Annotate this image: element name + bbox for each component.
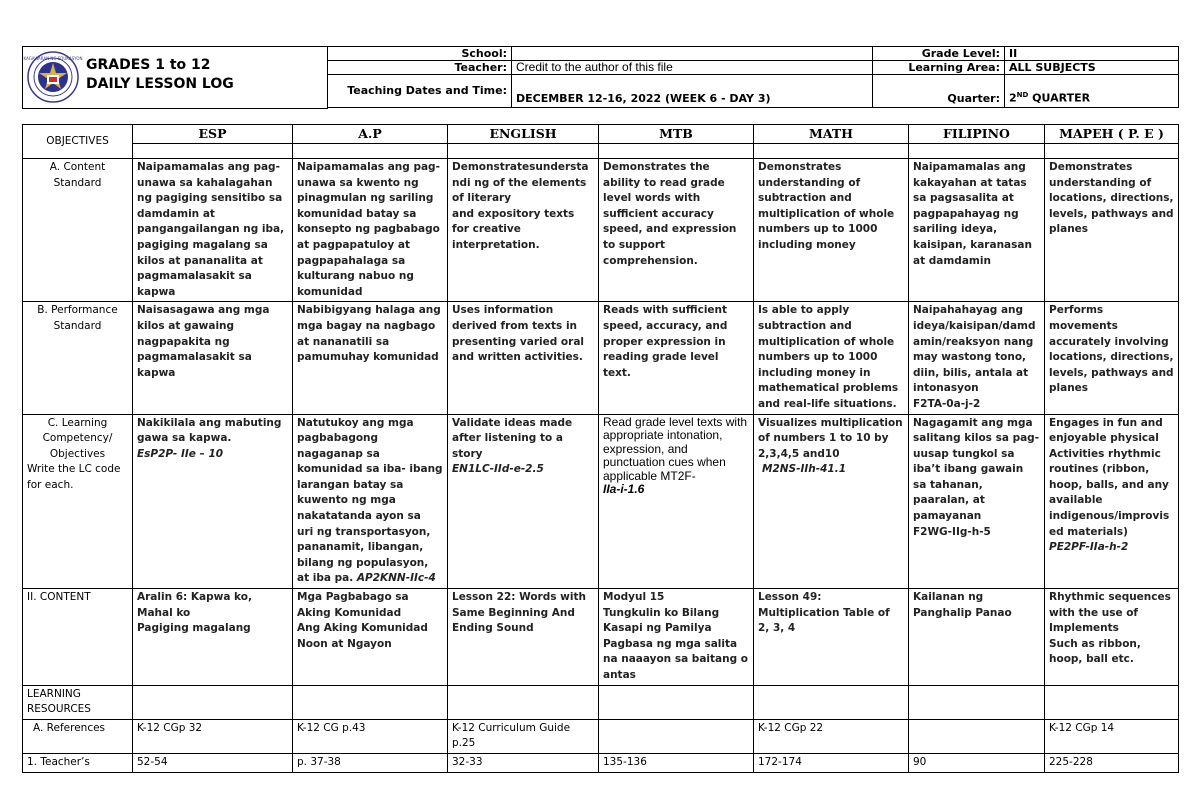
tg-mapeh: 225-228 [1045,753,1179,772]
ps-ap: Nabibigyang halaga ang mga bagay na nagbago at nananatili sa pamumuhay komunidad [293,302,448,414]
competency-row [23,414,1179,589]
lc-english-code: EN1LC-IId-e-2.5 [452,463,544,476]
ps-filipino-code: F2TA-0a-j-2 [913,397,981,410]
lc-math-code: M2NS-IIh-41.1 [762,463,847,476]
learning-area-label: Learning Area: [873,61,1005,75]
quarter-label: Quarter: [873,75,1005,108]
cs-mtb: Demonstrates the ability to read grade level words with sufficient accuracy speed, and expression to support comprehension. [599,159,754,302]
content-mtb: Modyul 15 Tungkulin ko Bilang Kasapi ng Pamilya Pagbasa ng mga salita na naaayon sa baitang o antas [599,589,754,686]
info-table [327,46,1179,108]
ref-mapeh: K-12 CGp 14 [1045,719,1179,753]
deped-seal-icon [23,51,83,103]
lc-ap: Natutukoy ang mga pagbabagong nagaganap sa komunidad sa iba- ibang larangan batay sa kuwento ng mga nakatatanda ayon sa uri ng transportasyon, pananamit, libangan, bilang ng populasyon, at iba pa. AP2KNN-IIc-4 [293,414,448,589]
school-value [512,47,873,61]
ref-mtb [599,719,754,753]
quarter-value: 2ND QUARTER [1005,75,1179,108]
content-math: Lesson 49: Multiplication Table of 2, 3, 4 [754,589,909,686]
ref-esp: K-12 CGp 32 [133,719,293,753]
cs-ap: Naipamamalas ang pag-unawa sa kwento ng pinagmulan ng sariling komunidad batay sa konsepto ng pagbabago at pagpapatuloy at pagpapahalaga sa kulturang nabuo ng komunidad [293,159,448,302]
content-filipino: Kailanan ng Panghalip Panao [909,589,1045,686]
ref-english: K-12 Curriculum Guide p.25 [448,719,599,753]
tg-english: 32-33 [448,753,599,772]
content-esp: Aralin 6: Kapwa ko, Mahal ko Pagiging magalang [133,589,293,686]
performance-standard-row [23,302,1179,414]
cs-math: Demonstrates understanding of subtraction and multiplication of whole numbers up to 1000 including money [754,159,909,302]
ps-math: Is able to apply subtraction and multiplication of whole numbers up to 1000 including money in mathematical problems and real-life situations. [754,302,909,414]
log-title-line1: GRADES 1 to 12 [86,57,211,73]
teaching-dates-value: DECEMBER 12-16, 2022 (WEEK 6 - DAY 3) [512,75,873,108]
references-row [23,719,1179,753]
log-title-line2: DAILY LESSON LOG [86,76,234,92]
tg-ap: p. 37-38 [293,753,448,772]
subject-math: MATH [754,125,909,144]
objectives-label: OBJECTIVES [23,125,133,159]
header [22,46,1178,109]
lc-esp: Nakikilala ang mabuting gawa sa kapwa. EsP2P- IIe – 10 [133,414,293,589]
lc-mapeh-code: PE2PF-IIa-h-2 [1049,541,1129,554]
content-row [23,589,1179,686]
learning-resources-label: LEARNING RESOURCES [23,685,133,719]
tg-mtb: 135-136 [599,753,754,772]
subject-esp: ESP [133,125,293,144]
content-standard-label: A. Content Standard [23,159,133,302]
lc-esp-code: EsP2P- IIe – 10 [137,447,224,460]
subject-ap: A.P [293,125,448,144]
ref-filipino [909,719,1045,753]
lc-filipino: Nagagamit ang mga salitang kilos sa pag-uusap tungkol sa iba’t ibang gawain sa tahanan, paaralan, at pamayanan F2WG-IIg-h-5 [909,414,1045,589]
content-mapeh: Rhythmic sequences with the use of Implements Such as ribbon, hoop, ball etc. [1045,589,1179,686]
svg-text:KAGAWARAN NG EDUKASYON: KAGAWARAN NG EDUKASYON [23,56,83,61]
teaching-dates-label: Teaching Dates and Time: [328,75,512,108]
lc-filipino-code: F2WG-IIg-h-5 [913,525,991,538]
ps-mapeh: Performs movements accurately involving locations, directions, levels, pathways and planes [1045,302,1179,414]
tg-esp: 52-54 [133,753,293,772]
cs-esp: Naipamamalas ang pag-unawa sa kahalagahan ng pagiging sensitibo sa damdamin at pangangailangan ng iba, pagiging magalang sa kilos at pananalita at pagmamalasakit sa kapwa [133,159,293,302]
lc-math: Visualizes multiplication of numbers 1 to 10 by 2,3,4,5 and10 M2NS-IIh-41.1 [754,414,909,589]
lc-mapeh: Engages in fun and enjoyable physical Activities rhythmic routines (ribbon, hoop, balls, and any available indigenous/improvised materials) PE2PF-IIa-h-2 [1045,414,1179,589]
grade-level-value: II [1005,47,1179,61]
subject-filipino: FILIPINO [909,125,1045,144]
lc-english: Validate ideas made after listening to a story EN1LC-IId-e-2.5 [448,414,599,589]
lc-mtb: Read grade level texts with appropriate intonation, expression, and punctuation cues when applicable MT2F- IIa-i-1.6 [599,414,754,589]
school-label: School: [328,47,512,61]
spacer-row [23,144,1179,159]
performance-standard-label: B. Performance Standard [23,302,133,414]
subject-english: ENGLISH [448,125,599,144]
brand-box [22,46,328,109]
lesson-log-table [22,124,1179,773]
teachers-guide-label: 1. Teacher’s [23,753,133,772]
content-ap: Mga Pagbabago sa Aking Komunidad Ang Aking Komunidad Noon at Ngayon [293,589,448,686]
grade-level-label: Grade Level: [873,47,1005,61]
content-english: Lesson 22: Words with Same Beginning And Ending Sound [448,589,599,686]
cs-mapeh: Demonstrates understanding of locations, directions, levels, pathways and planes [1045,159,1179,302]
subjects-header-row [23,125,1179,144]
teachers-guide-row [23,753,1179,772]
cs-english: Demonstratesunderstandi ng of the elements of literary and expository texts for creative interpretation. [448,159,599,302]
ps-mtb: Reads with sufficient speed, accuracy, and proper expression in reading grade level text. [599,302,754,414]
cs-filipino: Naipamamalas ang kakayahan at tatas sa pagsasalita at pagpapahayag ng sariling ideya, kaisipan, karanasan at damdamin [909,159,1045,302]
teacher-label: Teacher: [328,61,512,75]
ref-math: K-12 CGp 22 [754,719,909,753]
tg-filipino: 90 [909,753,1045,772]
ps-english: Uses information derived from texts in presenting varied oral and written activities. [448,302,599,414]
teacher-value: Credit to the author of this file [512,61,873,75]
content-label: II. CONTENT [23,589,133,686]
subject-mtb: MTB [599,125,754,144]
learning-resources-row [23,685,1179,719]
competency-label: C. Learning Competency/ Objectives Write the LC code for each. [23,414,133,589]
ref-ap: K-12 CG p.43 [293,719,448,753]
ps-esp: Naisasagawa ang mga kilos at gawaing nagpapakita ng pagmamalasakit sa kapwa [133,302,293,414]
ps-filipino: Naipahahayag ang ideya/kaisipan/damdamin/reaksyon nang may wastong tono, diin, bilis, antala at intonasyon F2TA-0a-j-2 [909,302,1045,414]
lc-ap-code: AP2KNN-IIc-4 [356,572,436,585]
subject-mapeh: MAPEH ( P. E ) [1045,125,1179,144]
references-label: A. References [23,719,133,753]
content-standard-row [23,159,1179,302]
learning-area-value: ALL SUBJECTS [1005,61,1179,75]
lc-mtb-code: IIa-i-1.6 [603,482,645,497]
tg-math: 172-174 [754,753,909,772]
